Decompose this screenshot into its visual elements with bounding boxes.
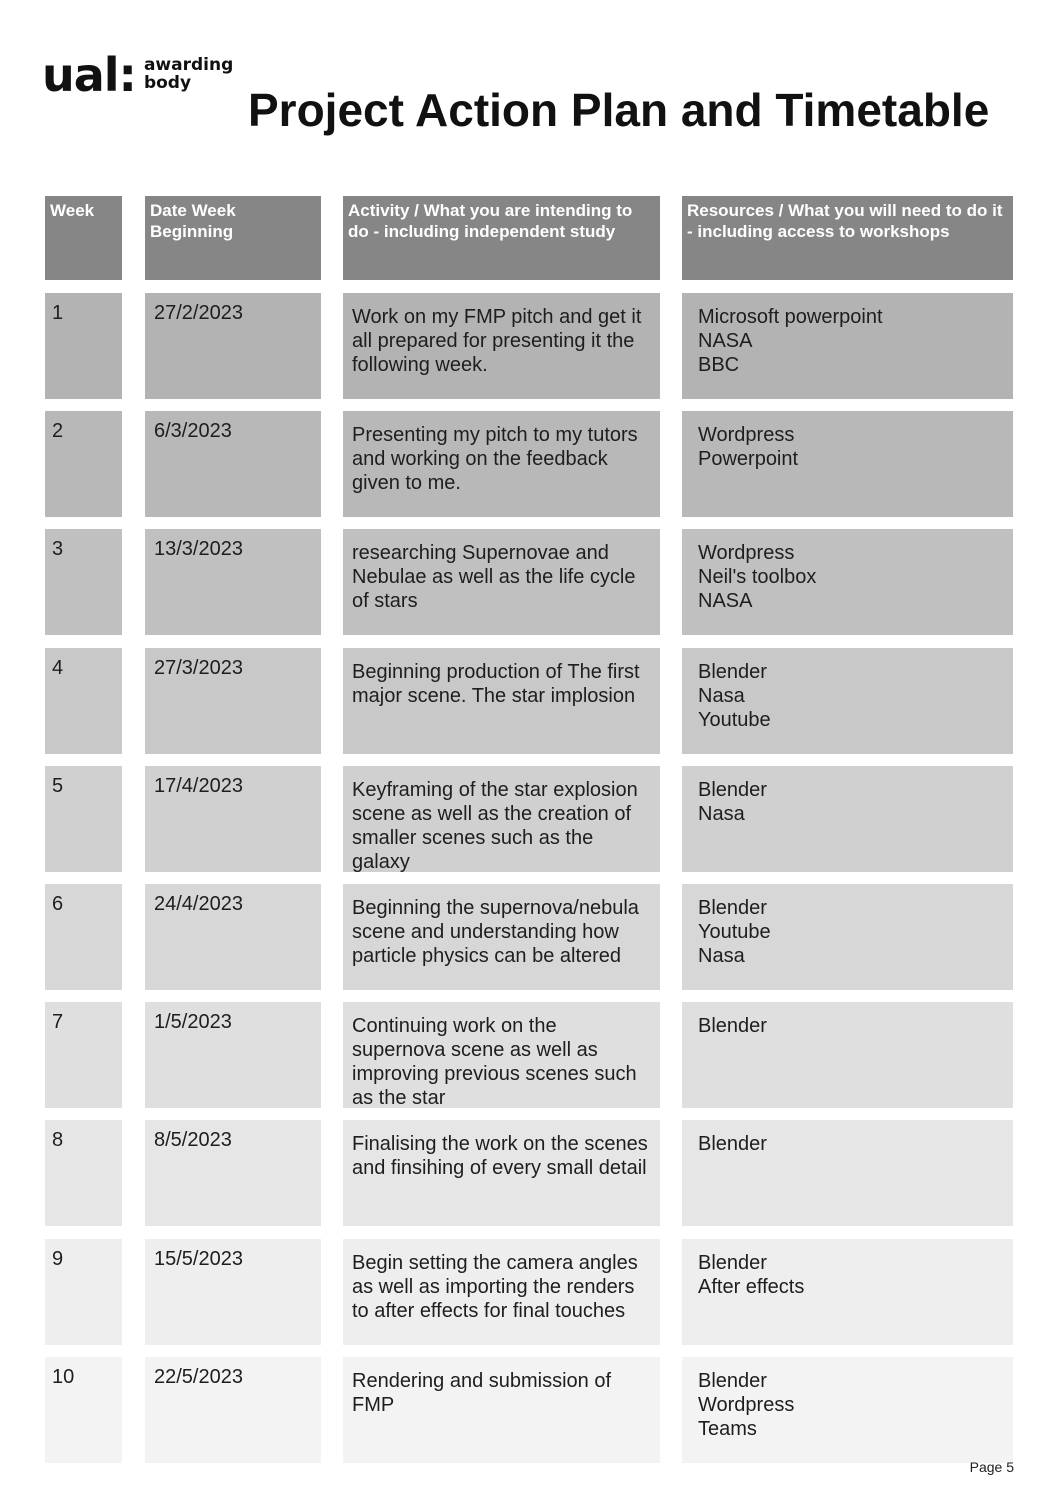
resource-item: Powerpoint bbox=[698, 448, 799, 470]
resource-item: Neil's toolbox bbox=[698, 566, 817, 588]
resource-item: Nasa bbox=[698, 803, 745, 825]
header-week: Week bbox=[45, 196, 122, 280]
cell-date: 27/3/2023 bbox=[145, 648, 321, 754]
cell-week: 10 bbox=[45, 1357, 122, 1463]
ual-logo bbox=[42, 48, 234, 102]
cell-date: 8/5/2023 bbox=[145, 1120, 321, 1226]
resource-item: After effects bbox=[698, 1276, 805, 1298]
cell-resources bbox=[682, 293, 1013, 399]
resource-item: Blender bbox=[698, 1015, 767, 1037]
resource-item: Teams bbox=[698, 1418, 757, 1440]
cell-date: 15/5/2023 bbox=[145, 1239, 321, 1345]
page-number: Page 5 bbox=[969, 1459, 1014, 1475]
cell-week: 9 bbox=[45, 1239, 122, 1345]
cell-date: 22/5/2023 bbox=[145, 1357, 321, 1463]
cell-week: 1 bbox=[45, 293, 122, 399]
resource-item: Blender bbox=[698, 661, 767, 683]
cell-activity: Keyframing of the star explosion scene as well as the creation of smaller scenes such as the galaxy bbox=[343, 766, 660, 872]
cell-date: 17/4/2023 bbox=[145, 766, 321, 872]
cell-resources bbox=[682, 411, 1013, 517]
cell-date: 27/2/2023 bbox=[145, 293, 321, 399]
resource-item: Youtube bbox=[698, 709, 771, 731]
cell-resources bbox=[682, 1239, 1013, 1345]
cell-week: 5 bbox=[45, 766, 122, 872]
cell-week: 3 bbox=[45, 529, 122, 635]
cell-activity: Rendering and submission of FMP bbox=[343, 1357, 660, 1463]
resource-item: Blender bbox=[698, 897, 767, 919]
cell-week: 7 bbox=[45, 1002, 122, 1108]
cell-resources bbox=[682, 1120, 1013, 1226]
cell-resources bbox=[682, 884, 1013, 990]
cell-resources bbox=[682, 648, 1013, 754]
cell-date: 6/3/2023 bbox=[145, 411, 321, 517]
cell-resources bbox=[682, 1357, 1013, 1463]
cell-week: 4 bbox=[45, 648, 122, 754]
cell-date: 13/3/2023 bbox=[145, 529, 321, 635]
cell-activity: Beginning production of The first major scene. The star implosion bbox=[343, 648, 660, 754]
resource-item: Blender bbox=[698, 1252, 767, 1274]
cell-resources bbox=[682, 1002, 1013, 1108]
header-activity: Activity / What you are intending to do - including independent study bbox=[343, 196, 660, 280]
cell-activity: Presenting my pitch to my tutors and working on the feedback given to me. bbox=[343, 411, 660, 517]
cell-week: 2 bbox=[45, 411, 122, 517]
resource-item: Wordpress bbox=[698, 542, 795, 564]
logo-mark: ual: bbox=[42, 48, 136, 102]
resource-item: Nasa bbox=[698, 685, 745, 707]
logo-line-2: body bbox=[143, 73, 192, 93]
resource-item: NASA bbox=[698, 330, 753, 352]
cell-resources bbox=[682, 766, 1013, 872]
header-resources: Resources / What you will need to do it - including access to workshops bbox=[682, 196, 1013, 280]
resource-item: BBC bbox=[698, 354, 740, 376]
cell-activity: Work on my FMP pitch and get it all prepared for presenting it the following week. bbox=[343, 293, 660, 399]
resource-item: Wordpress bbox=[698, 1394, 795, 1416]
resource-item: Blender bbox=[698, 1133, 767, 1155]
resource-item: NASA bbox=[698, 590, 753, 612]
cell-date: 24/4/2023 bbox=[145, 884, 321, 990]
resource-item: Blender bbox=[698, 779, 767, 801]
header-date: Date Week Beginning bbox=[145, 196, 321, 280]
cell-activity: Begin setting the camera angles as well as importing the renders to after effects for final touches bbox=[343, 1239, 660, 1345]
resource-item: Wordpress bbox=[698, 424, 795, 446]
cell-week: 6 bbox=[45, 884, 122, 990]
logo-subtitle bbox=[144, 56, 233, 92]
cell-week: 8 bbox=[45, 1120, 122, 1226]
resource-item: Nasa bbox=[698, 945, 745, 967]
cell-date: 1/5/2023 bbox=[145, 1002, 321, 1108]
cell-resources bbox=[682, 529, 1013, 635]
resource-item: Blender bbox=[698, 1370, 767, 1392]
page-title: Project Action Plan and Timetable bbox=[248, 84, 990, 136]
logo-line-1: awarding bbox=[143, 55, 234, 75]
cell-activity: researching Supernovae and Nebulae as well as the life cycle of stars bbox=[343, 529, 660, 635]
cell-activity: Finalising the work on the scenes and finsihing of every small detail bbox=[343, 1120, 660, 1226]
cell-activity: Continuing work on the supernova scene as well as improving previous scenes such as the star bbox=[343, 1002, 660, 1108]
resource-item: Youtube bbox=[698, 921, 771, 943]
cell-activity: Beginning the supernova/nebula scene and understanding how particle physics can be altered bbox=[343, 884, 660, 990]
resource-item: Microsoft powerpoint bbox=[698, 306, 883, 328]
